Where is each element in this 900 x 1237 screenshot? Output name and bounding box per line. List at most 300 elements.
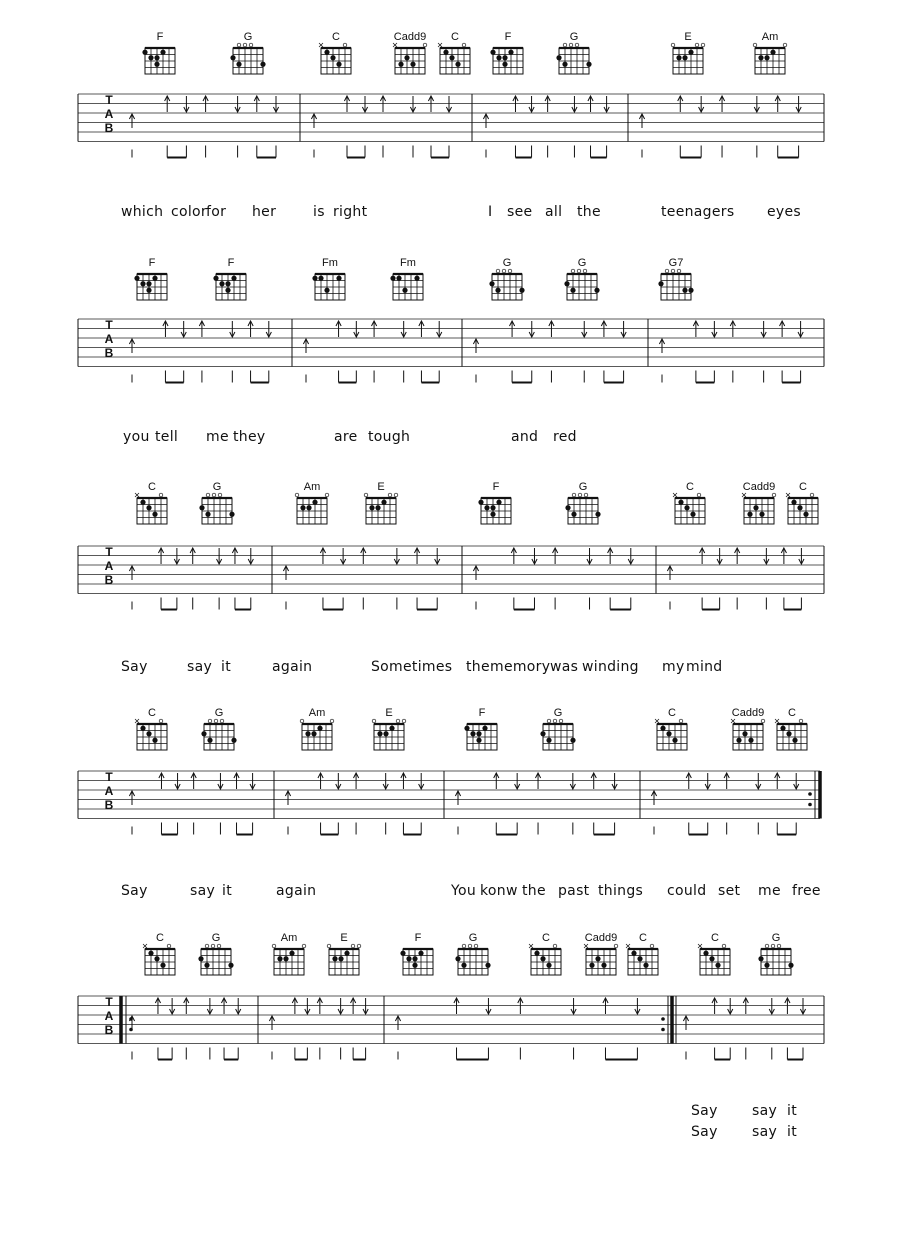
lyric-word: was	[550, 659, 579, 675]
strum-up-arrow	[712, 998, 717, 1014]
strum-up-arrow	[549, 321, 554, 337]
chord-diagram	[673, 481, 705, 524]
strum-down-arrow	[756, 773, 761, 789]
chord-dot	[478, 500, 483, 505]
strum-up-arrow	[320, 548, 325, 564]
strum-down-arrow	[437, 321, 442, 337]
chord-dot	[229, 512, 234, 517]
lyric-word: red	[553, 429, 577, 445]
chord-name: C	[156, 932, 164, 944]
lyric-word: the	[522, 883, 546, 899]
strum-up-arrow	[269, 1016, 274, 1030]
chord-dot	[476, 731, 481, 736]
open-string-mark	[753, 43, 757, 47]
open-string-mark	[577, 269, 581, 273]
lyric-word: tough	[368, 429, 411, 445]
chord-diagram	[655, 707, 687, 750]
chord-dot	[672, 738, 677, 743]
strum-down-arrow	[532, 548, 537, 564]
strum-up-arrow	[667, 566, 672, 580]
strum-up-arrow	[683, 1016, 688, 1030]
chord-dot	[402, 288, 407, 293]
lyric-word: things	[598, 883, 644, 899]
strum-up-arrow	[191, 773, 196, 789]
strum-up-arrow	[371, 321, 376, 337]
open-string-mark	[159, 493, 163, 497]
chord-dot	[534, 951, 539, 956]
chord-diagram	[134, 257, 167, 300]
chord-dot	[324, 288, 329, 293]
strum-down-arrow	[699, 96, 704, 112]
chord-dot	[154, 62, 159, 67]
chord-diagram	[556, 31, 591, 74]
open-string-mark	[569, 43, 573, 47]
chord-dot	[540, 956, 545, 961]
open-string-mark	[547, 719, 551, 723]
strum-up-arrow	[511, 548, 516, 564]
chord-name: C	[451, 31, 459, 43]
lyric-word: winding	[582, 659, 639, 675]
open-string-mark	[584, 493, 588, 497]
chord-dot	[682, 55, 687, 60]
lyric-word: Say	[691, 1124, 718, 1140]
lyric-word: You	[451, 883, 477, 899]
chord-dot	[792, 738, 797, 743]
open-string-mark	[462, 43, 466, 47]
chord-dot	[306, 505, 311, 510]
open-string-mark	[810, 493, 814, 497]
open-string-mark	[559, 719, 563, 723]
chord-dot	[146, 731, 151, 736]
strum-up-arrow	[184, 998, 189, 1014]
chord-name: E	[385, 707, 393, 719]
chord-name: E	[340, 932, 348, 944]
strum-up-arrow	[455, 791, 460, 805]
chord-dot	[148, 55, 153, 60]
tab-clef-letter: B	[104, 798, 114, 812]
open-string-mark	[572, 493, 576, 497]
open-string-mark	[695, 43, 699, 47]
chord-diagram	[698, 932, 730, 975]
strum-up-arrow	[775, 773, 780, 789]
chord-name: C	[788, 707, 796, 719]
lyric-word: it	[787, 1124, 797, 1140]
chord-name: Fm	[322, 257, 338, 269]
tab-staff	[78, 93, 824, 158]
strum-down-arrow	[635, 998, 640, 1014]
chord-dot	[396, 276, 401, 281]
strum-up-arrow	[535, 773, 540, 789]
chord-dot	[375, 505, 380, 510]
lyric-word: all	[545, 204, 563, 220]
open-string-mark	[343, 43, 347, 47]
strum-up-arrow	[163, 321, 168, 337]
lyric-word: teenagers	[661, 204, 735, 220]
open-string-mark	[327, 944, 331, 948]
strum-up-arrow	[775, 96, 780, 112]
tab-clef-letter: T	[105, 995, 113, 1009]
chord-dot	[489, 281, 494, 286]
chord-dot	[148, 951, 153, 956]
chord-dot	[688, 288, 693, 293]
strum-up-arrow	[353, 773, 358, 789]
open-string-mark	[220, 719, 224, 723]
strum-down-arrow	[341, 548, 346, 564]
chord-name: G	[468, 932, 478, 944]
strum-down-arrow	[570, 773, 575, 789]
chord-diagram	[295, 481, 329, 524]
open-string-mark	[777, 944, 781, 948]
chord-dot	[152, 738, 157, 743]
repeat-dot	[661, 1017, 665, 1021]
chord-name: F	[414, 932, 422, 944]
chord-name: F	[504, 31, 512, 43]
chord-dot	[601, 963, 606, 968]
chord-diagram	[312, 257, 345, 300]
chord-dot	[589, 963, 594, 968]
strum-down-arrow	[621, 321, 626, 337]
chord-diagram	[455, 932, 490, 975]
lyric-word: say	[187, 659, 213, 675]
strum-up-arrow	[292, 998, 297, 1014]
chord-dot	[748, 738, 753, 743]
chord-name: G	[211, 932, 221, 944]
strum-up-arrow	[165, 96, 170, 112]
open-string-mark	[783, 43, 787, 47]
chord-dot	[160, 50, 165, 55]
chord-diagram	[540, 707, 575, 750]
chord-dot	[336, 62, 341, 67]
lyric-word: Sometimes	[371, 659, 453, 675]
chord-dot	[231, 738, 236, 743]
open-string-mark	[302, 944, 306, 948]
strum-up-arrow	[428, 96, 433, 112]
strum-up-arrow	[518, 998, 523, 1014]
chord-name: C	[711, 932, 719, 944]
lyric-word: me	[758, 883, 781, 899]
chord-dot	[231, 276, 236, 281]
chord-dot	[715, 963, 720, 968]
chord-dot	[201, 731, 206, 736]
chord-name: G	[212, 481, 222, 493]
chord-diagram	[564, 257, 599, 300]
strum-down-arrow	[796, 96, 801, 112]
strum-up-arrow	[780, 321, 785, 337]
lyric-word: again	[272, 659, 313, 675]
chord-name: C	[639, 932, 647, 944]
strum-up-arrow	[693, 321, 698, 337]
chord-name: C	[668, 707, 676, 719]
chord-dot	[703, 951, 708, 956]
strum-down-arrow	[218, 773, 223, 789]
chord-name: F	[148, 257, 156, 269]
strum-up-arrow	[608, 548, 613, 564]
strum-up-arrow	[395, 1016, 400, 1030]
chord-dot	[377, 731, 382, 736]
chord-dot	[198, 956, 203, 961]
strum-down-arrow	[236, 998, 241, 1014]
lyric-word: for	[206, 204, 227, 220]
strum-up-arrow	[285, 791, 290, 805]
chord-diagram	[390, 257, 423, 300]
strum-down-arrow	[800, 998, 805, 1014]
lyric-word: I	[488, 204, 493, 220]
lyric-word: it	[787, 1103, 797, 1119]
open-string-mark	[218, 493, 222, 497]
lyric-word: me	[206, 429, 229, 445]
chord-dot	[344, 951, 349, 956]
strum-up-arrow	[203, 96, 208, 112]
open-string-mark	[159, 719, 163, 723]
chord-diagram	[364, 481, 398, 524]
chord-dot	[455, 62, 460, 67]
open-string-mark	[677, 269, 681, 273]
chord-dot	[228, 963, 233, 968]
chord-dot	[565, 505, 570, 510]
strum-down-arrow	[712, 321, 717, 337]
open-string-mark	[553, 944, 557, 948]
tab-clef-letter: B	[104, 573, 114, 587]
chord-diagram	[438, 31, 470, 74]
chord-dot	[369, 505, 374, 510]
chord-dot	[146, 281, 151, 286]
strum-down-arrow	[582, 321, 587, 337]
chord-dot	[336, 276, 341, 281]
open-string-mark	[771, 944, 775, 948]
chord-dot	[398, 62, 403, 67]
chord-dot	[786, 731, 791, 736]
open-string-mark	[388, 493, 392, 497]
chord-dot	[461, 963, 466, 968]
chord-dot	[312, 500, 317, 505]
chord-diagram	[626, 932, 658, 975]
chord-diagram	[199, 481, 234, 524]
strum-down-arrow	[248, 548, 253, 564]
lyric-word: my	[662, 659, 685, 675]
chord-dot	[400, 951, 405, 956]
chord-dot	[142, 50, 147, 55]
chord-dot	[688, 50, 693, 55]
chord-dot	[317, 726, 322, 731]
open-string-mark	[325, 493, 329, 497]
chord-dot	[225, 281, 230, 286]
chord-diagram	[489, 257, 524, 300]
tab-staff	[78, 770, 820, 835]
open-string-mark	[701, 43, 705, 47]
chord-name: C	[148, 481, 156, 493]
open-string-mark	[243, 43, 247, 47]
strum-up-arrow	[719, 96, 724, 112]
chord-diagram	[731, 707, 765, 750]
strum-up-arrow	[351, 998, 356, 1014]
open-string-mark	[396, 719, 400, 723]
chord-name: G	[569, 31, 579, 43]
chord-diagram	[478, 481, 511, 524]
lyric-word: see	[507, 204, 533, 220]
tab-clef-letter: A	[104, 107, 114, 121]
chord-dot	[678, 500, 683, 505]
open-string-mark	[217, 944, 221, 948]
strum-down-arrow	[794, 773, 799, 789]
chord-dot	[305, 731, 310, 736]
chord-dot	[637, 956, 642, 961]
strum-up-arrow	[494, 773, 499, 789]
open-string-mark	[211, 944, 215, 948]
chord-diagram	[372, 707, 406, 750]
chord-dot	[519, 288, 524, 293]
chord-dot	[759, 512, 764, 517]
chord-dot	[502, 55, 507, 60]
open-string-mark	[761, 719, 765, 723]
chord-dot	[736, 738, 741, 743]
chord-diagram	[400, 932, 433, 975]
chord-name: G	[771, 932, 781, 944]
strum-down-arrow	[217, 548, 222, 564]
strum-down-arrow	[383, 773, 388, 789]
chord-dot	[412, 963, 417, 968]
chord-dot	[160, 963, 165, 968]
strum-up-arrow	[454, 998, 459, 1014]
chord-diagram	[143, 932, 175, 975]
chord-dot	[470, 731, 475, 736]
chord-diagram	[671, 31, 705, 74]
chord-dot	[152, 276, 157, 281]
chord-diagram	[753, 31, 787, 74]
lyric-word: Say	[121, 883, 148, 899]
open-string-mark	[364, 493, 368, 497]
strum-up-arrow	[129, 114, 134, 128]
strum-up-arrow	[129, 791, 134, 805]
chord-dot	[283, 956, 288, 961]
chord-dot	[770, 50, 775, 55]
chord-name: Am	[303, 481, 321, 493]
open-string-mark	[575, 43, 579, 47]
lyric-word: tell	[155, 429, 179, 445]
strum-up-arrow	[248, 321, 253, 337]
chord-dot	[490, 505, 495, 510]
chord-dot	[300, 505, 305, 510]
strum-down-arrow	[170, 998, 175, 1014]
strum-up-arrow	[419, 321, 424, 337]
open-string-mark	[772, 493, 776, 497]
chord-dot	[383, 731, 388, 736]
open-string-mark	[205, 944, 209, 948]
open-string-mark	[330, 719, 334, 723]
chord-dot	[594, 288, 599, 293]
strum-down-arrow	[717, 548, 722, 564]
chord-dot	[134, 276, 139, 281]
open-string-mark	[508, 269, 512, 273]
strum-down-arrow	[336, 773, 341, 789]
chord-name: E	[684, 31, 692, 43]
chord-name: Am	[280, 932, 298, 944]
chord-dot	[389, 726, 394, 731]
chord-diagram	[135, 481, 167, 524]
strum-down-arrow	[362, 96, 367, 112]
strum-up-arrow	[414, 548, 419, 564]
strum-down-arrow	[435, 548, 440, 564]
open-string-mark	[697, 493, 701, 497]
strum-down-arrow	[529, 321, 534, 337]
chord-dot	[414, 276, 419, 281]
chord-diagram	[319, 31, 351, 74]
open-string-mark	[671, 43, 675, 47]
strum-down-arrow	[587, 548, 592, 564]
chord-dot	[312, 276, 317, 281]
open-string-mark	[295, 493, 299, 497]
chord-dot	[338, 956, 343, 961]
lyric-word: eyes	[767, 204, 802, 220]
chord-diagram	[300, 707, 334, 750]
chord-diagram	[565, 481, 600, 524]
chord-dot	[207, 738, 212, 743]
open-string-mark	[765, 944, 769, 948]
strum-down-arrow	[181, 321, 186, 337]
strum-down-arrow	[338, 998, 343, 1014]
chord-dot	[742, 731, 747, 736]
strum-down-arrow	[354, 321, 359, 337]
repeat-dot	[661, 1028, 665, 1032]
chord-dot	[482, 726, 487, 731]
chord-diagram	[393, 31, 427, 74]
chord-dot	[660, 726, 665, 731]
strum-up-arrow	[155, 998, 160, 1014]
chord-dot	[140, 281, 145, 286]
chord-dot	[570, 738, 575, 743]
strum-down-arrow	[604, 96, 609, 112]
chord-dot	[418, 951, 423, 956]
chord-dot	[496, 500, 501, 505]
chord-dot	[803, 512, 808, 517]
chord-dot	[758, 55, 763, 60]
chord-dot	[631, 951, 636, 956]
chord-dot	[495, 288, 500, 293]
chord-dot	[330, 55, 335, 60]
strum-down-arrow	[798, 321, 803, 337]
chord-dot	[791, 500, 796, 505]
strum-down-arrow	[446, 96, 451, 112]
strum-up-arrow	[651, 791, 656, 805]
chord-dot	[225, 288, 230, 293]
chord-dot	[146, 288, 151, 293]
open-string-mark	[206, 493, 210, 497]
chord-dot	[546, 963, 551, 968]
chord-diagram	[529, 932, 561, 975]
open-string-mark	[496, 269, 500, 273]
strum-down-arrow	[705, 773, 710, 789]
strum-up-arrow	[509, 321, 514, 337]
chord-dot	[586, 62, 591, 67]
open-string-mark	[212, 493, 216, 497]
tab-clef-letter: A	[104, 559, 114, 573]
chord-diagram	[201, 707, 236, 750]
strum-up-arrow	[232, 548, 237, 564]
open-string-mark	[357, 944, 361, 948]
strum-down-arrow	[394, 548, 399, 564]
chord-dot	[204, 963, 209, 968]
open-string-mark	[571, 269, 575, 273]
chord-name: Cadd9	[731, 707, 765, 719]
lyric-word: konw	[480, 883, 518, 899]
strum-up-arrow	[303, 339, 308, 353]
chord-dot	[146, 505, 151, 510]
strum-down-arrow	[207, 998, 212, 1014]
chord-diagram	[490, 31, 523, 74]
chord-diagram	[135, 707, 167, 750]
strum-up-arrow	[781, 548, 786, 564]
lyric-word: Say	[121, 659, 148, 675]
lyric-word: Say	[691, 1103, 718, 1119]
